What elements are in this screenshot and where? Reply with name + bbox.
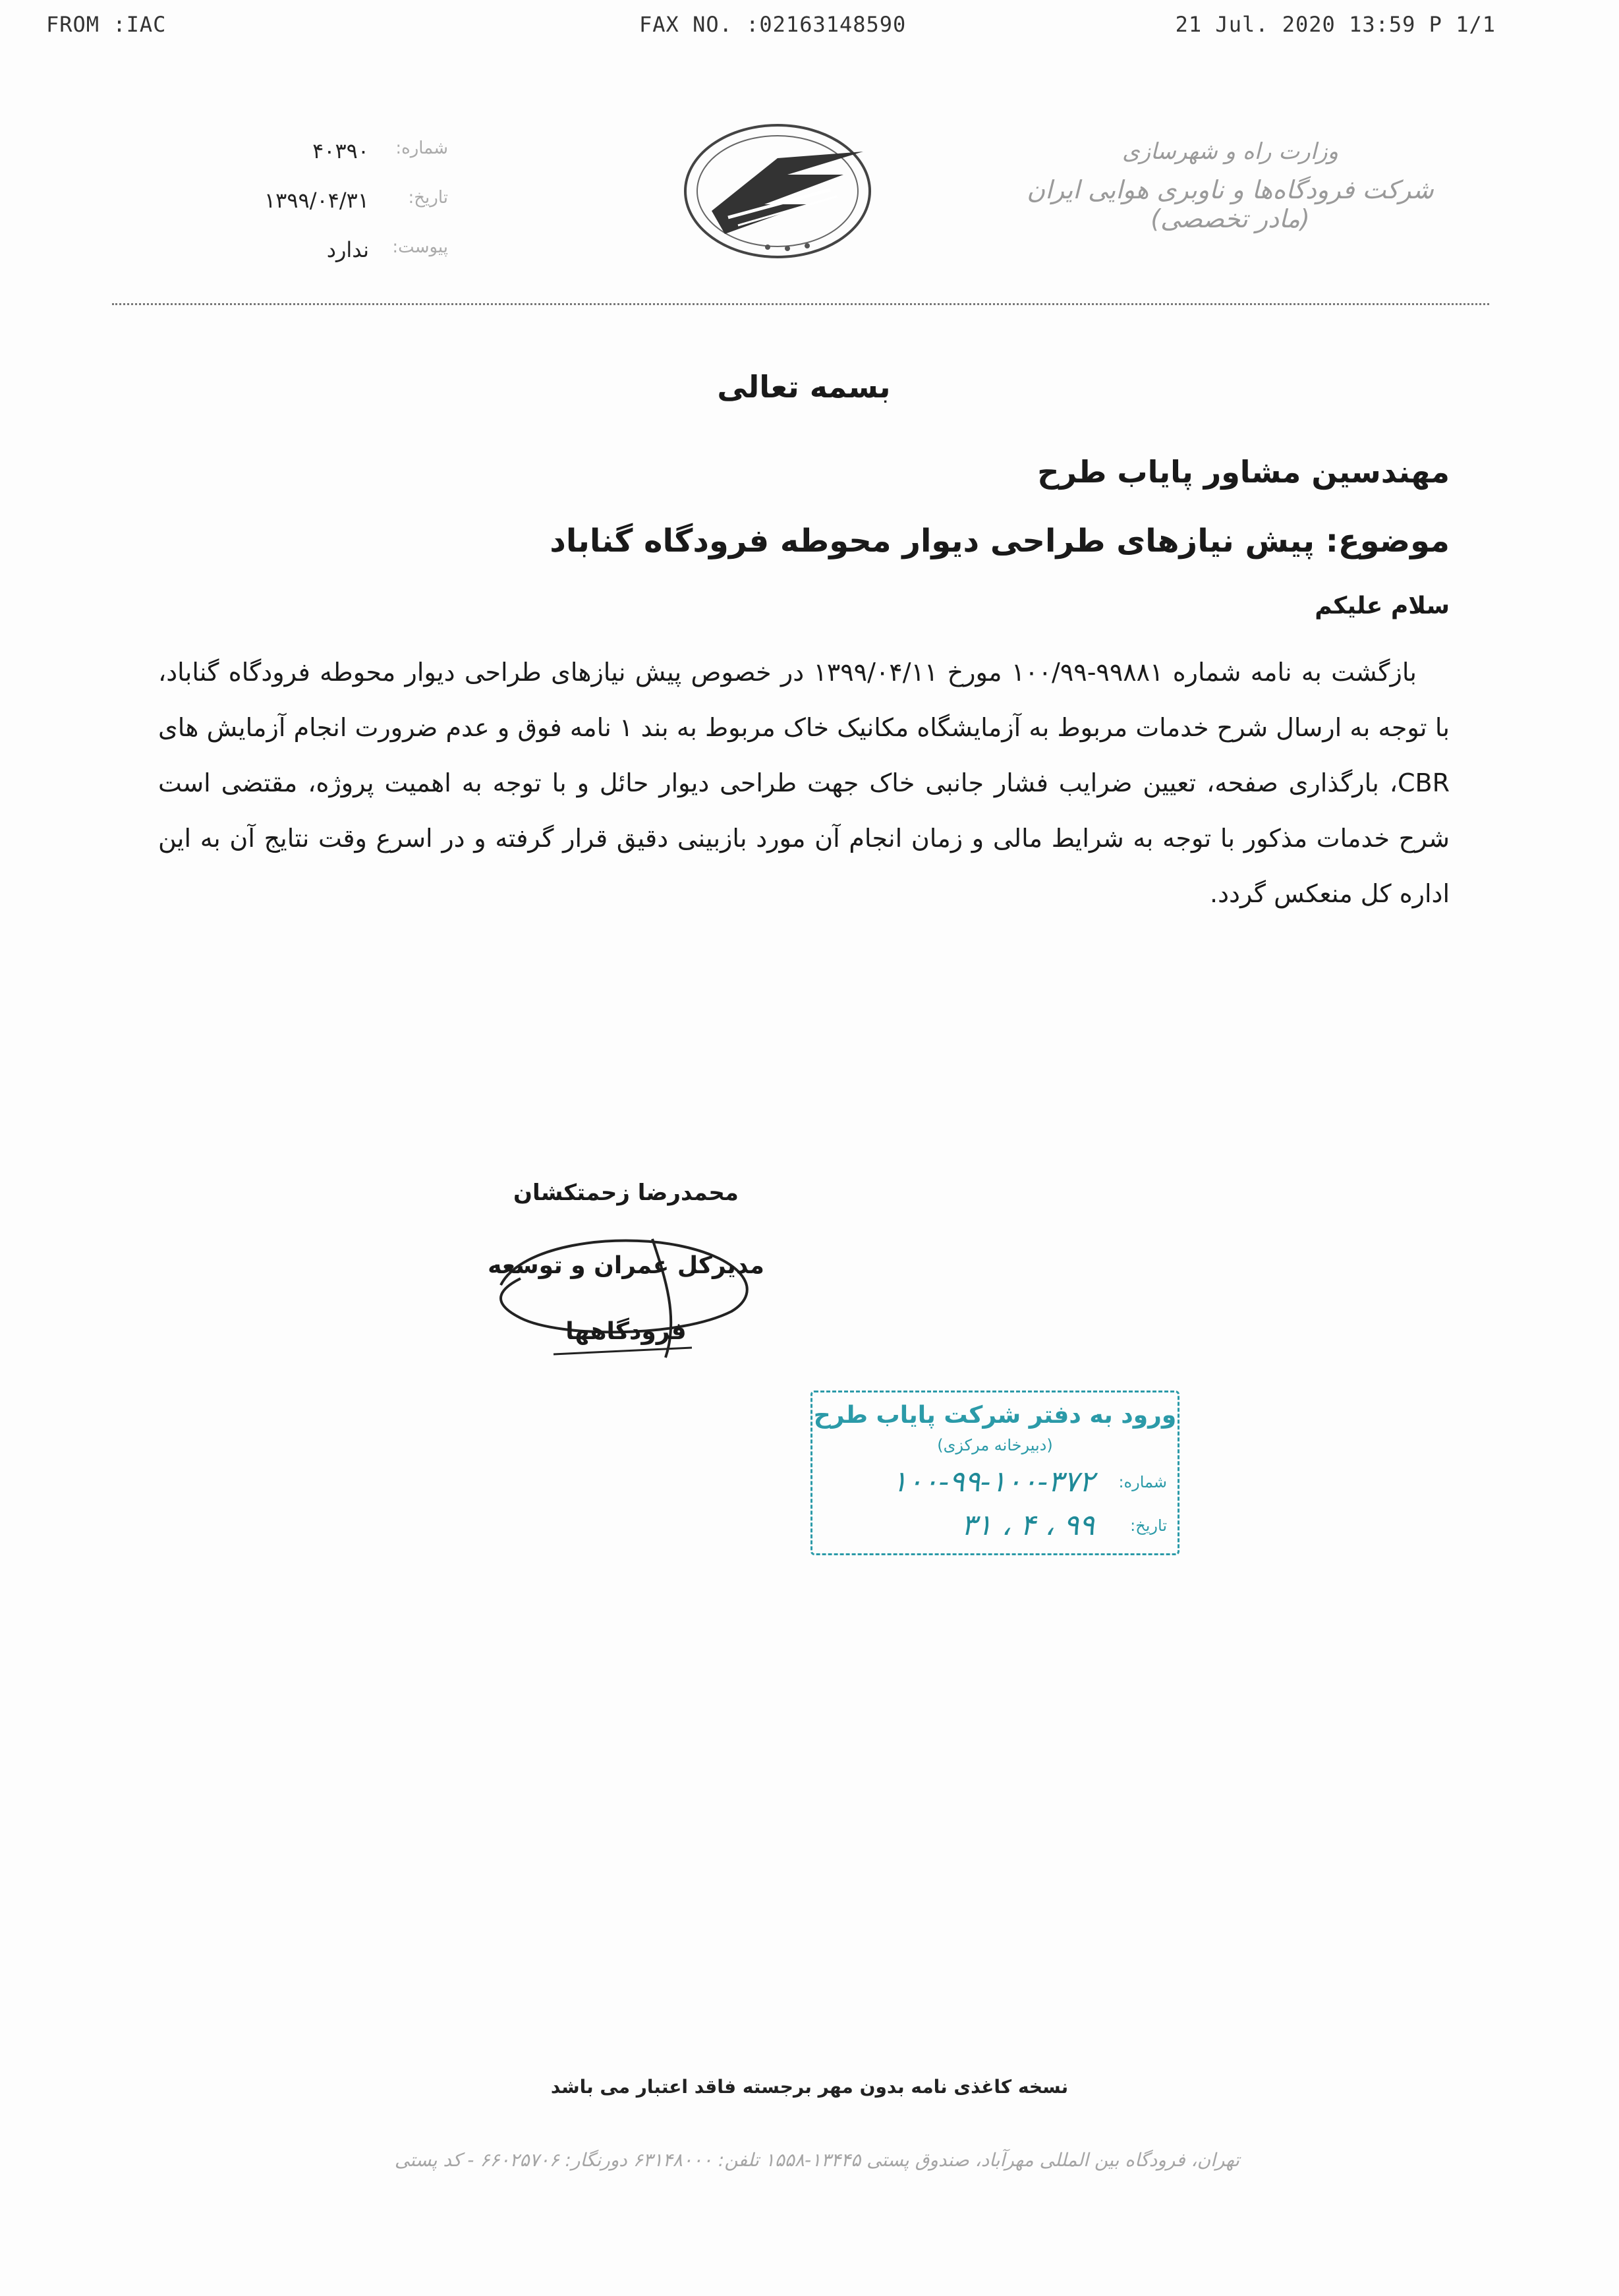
fax-transmission-header [46,12,1496,45]
letter-date-value: ۱۳۹۹/۰۴/۳۱ [264,188,369,213]
fax-from: FROM :IAC [46,12,167,37]
letter-subject: موضوع: پیش نیازهای طراحی دیوار محوطه فرودگاه گناباد [550,523,1450,560]
signer-department: فرودگاهها [565,1318,687,1345]
stamp-number-label: شماره: [1118,1473,1167,1491]
signer-title: مدیرکل عمران و توسعه [488,1252,764,1279]
letter-meta [185,138,448,287]
letter-date-label: تاریخ: [408,188,448,208]
greeting: سلام علیکم [1315,592,1450,619]
stamp-subtitle: (دبیرخانه مرکزی) [937,1436,1053,1454]
footer-validity-note: نسخه کاغذی نامه بدون مهر برجسته فاقد اعتبار می باشد [550,2076,1069,2098]
stamp-date-label: تاریخ: [1130,1516,1167,1535]
fax-datetime-page: 21 Jul. 2020 13:59 P 1/1 [1175,12,1496,37]
letter-number-label: شماره: [395,138,448,158]
letter-body [158,369,1450,946]
bismillah: بسمه تعالی [717,369,891,405]
stamp-title: ورود به دفتر شرکت پایاب طرح [813,1402,1177,1429]
letterhead [0,112,1619,316]
stamp-date-row [823,1508,1167,1548]
letterhead-divider [112,303,1489,305]
letter-number-value: ۴۰۳۹۰ [312,138,369,163]
fax-number: FAX NO. :02163148590 [639,12,907,37]
stamp-date-value: ۹۹ ، ۴ ، ۳۱ [961,1508,1094,1542]
letter-date-row [185,188,448,237]
letter-attachment-row [185,237,448,287]
reception-stamp [810,1391,1179,1555]
letter-number-row [185,138,448,188]
organization-name [1000,138,1461,233]
recipient: مهندسین مشاور پایاب طرح [1037,454,1450,490]
airports-company-logo-icon [666,112,890,270]
letter-attachment-label: پیوست: [392,237,448,257]
stamp-number-value: ۱۰۰-۹۹-۱۰۰-۳۷۲ [892,1465,1094,1499]
letter-paragraph: بازگشت به نامه شماره ۹۹۸۸۱-۱۰۰/۹۹ مورخ ۱۳۹۹/۰۴/۱۱ در خصوص پیش نیازهای طراحی دیوار محوطه فرودگاه گناباد، با توجه به ارسال شرح خدمات مربوط به آزمایشگاه مکانیک خاک مربوط به بند ۱ نامه فوق و عدم ضرورت انجام آزمایش های CBR، بارگذاری صفحه، تعیین ضرایب فشار جانبی خاک جهت طراحی دیوار حائل و با توجه به اهمیت پروژه، مقتضی است شرح خدمات مذکور با توجه به شرایط مالی و زمان انجام آن مورد بازبینی دقیق قرار گرفته و در اسرع وقت نتایج آن به این اداره کل منعکس گردد. [158,658,1450,908]
handwritten-signature-icon [481,1180,771,1391]
letter-attachment-value: ندارد [326,237,369,262]
signature-block [488,1180,764,1391]
stamp-number-row [823,1465,1167,1505]
company-name: شرکت فرودگاه‌ها و ناوبری هوایی ایران (مادر تخصصی) [1027,175,1434,233]
signer-name: محمدرضا زحمتکشان [513,1180,739,1206]
ministry-name: وزارت راه و شهرسازی [1122,138,1339,165]
footer-address: تهران، فرودگاه بین المللی مهرآباد، صندوق پستی ۱۳۴۴۵-۱۵۵۸ تلفن: ۶۳۱۴۸۰۰۰ دورنگار: ۶۶۰۲۵۷۰۶ - کد پستی [394,2149,1240,2171]
